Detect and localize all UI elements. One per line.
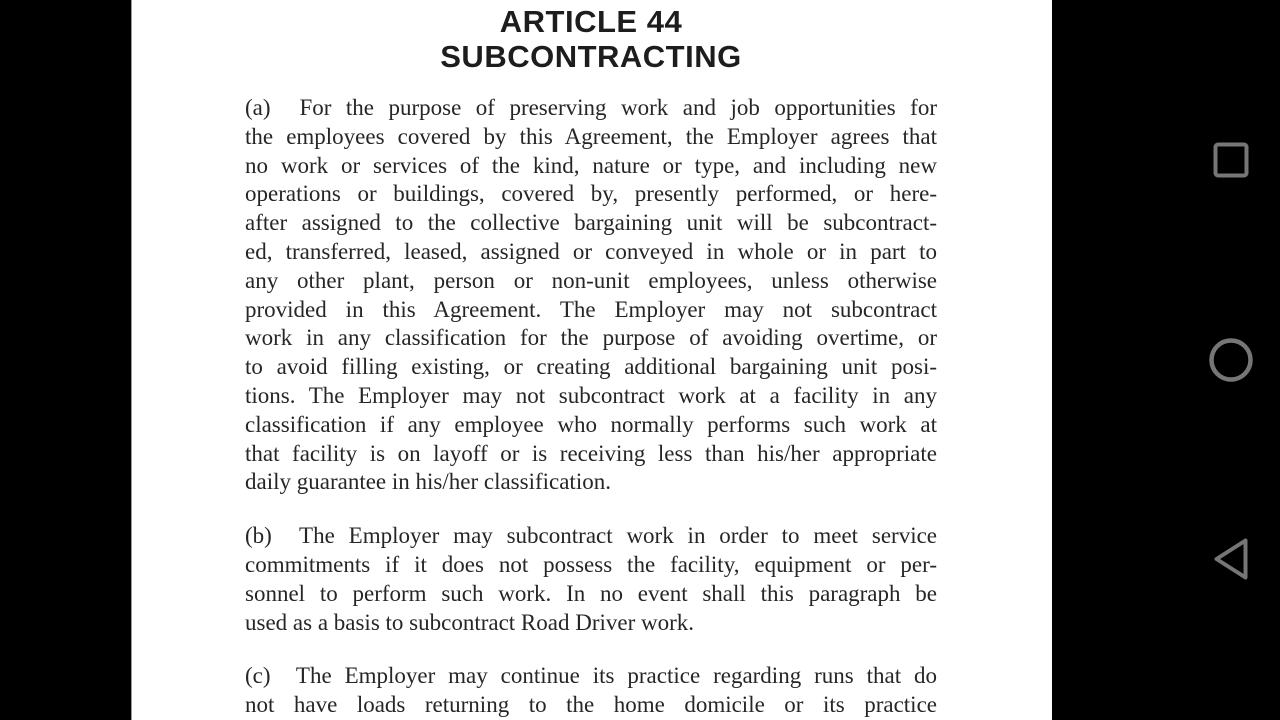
square-outline-icon xyxy=(1212,142,1250,178)
circle-outline-icon xyxy=(1209,338,1253,382)
text-line: work in any classification for the purpose of avoiding overtime, or xyxy=(245,325,937,351)
text-line: any other plant, person or non-unit employees, unless otherwise xyxy=(245,267,937,293)
article-name: SUBCONTRACTING xyxy=(440,39,742,74)
paragraph-a xyxy=(245,94,937,497)
text-line: that facility is on layoff or is receiving less than his/her appropriate xyxy=(245,440,937,466)
triangle-left-outline-icon xyxy=(1212,537,1250,581)
recents-button[interactable] xyxy=(1212,142,1250,178)
text-line: not have loads returning to the home domicile or its practice xyxy=(245,692,937,718)
text-line: after assigned to the collective bargaining unit will be subcontract- xyxy=(245,210,937,236)
paragraph-c xyxy=(245,662,937,720)
document-body xyxy=(245,94,937,720)
text-line: classification if any employee who normally performs such work at xyxy=(245,411,937,437)
text-line: ed, transferred, leased, assigned or conveyed in whole or in part to xyxy=(245,238,937,264)
article-title xyxy=(245,4,937,74)
text-line: sonnel to perform such work. In no event shall this paragraph be xyxy=(245,580,937,606)
text-line: used as a basis to subcontract Road Driver work. xyxy=(245,609,695,635)
paragraph-b xyxy=(245,522,937,637)
home-button[interactable] xyxy=(1209,338,1253,382)
text-line: no work or services of the kind, nature or type, and including new xyxy=(245,152,937,178)
article-number: ARTICLE 44 xyxy=(499,4,683,39)
text-line: commitments if it does not possess the facility, equipment or per- xyxy=(245,551,937,577)
text-line: tions. The Employer may not subcontract work at a facility in any xyxy=(245,382,937,408)
text-line: daily guarantee in his/her classification. xyxy=(245,469,611,495)
text-line: operations or buildings, covered by, presently performed, or here- xyxy=(245,181,937,207)
text-line: (c) The Employer may continue its practice regarding runs that do xyxy=(245,663,937,689)
text-line: (a) For the purpose of preserving work and job opportunities for xyxy=(245,95,937,120)
document-content xyxy=(245,0,937,720)
back-button[interactable] xyxy=(1212,537,1250,581)
text-line: the employees covered by this Agreement, the Employer agrees that xyxy=(245,123,937,149)
text-line: provided in this Agreement. The Employer may not subcontract xyxy=(245,296,937,322)
text-line: (b) The Employer may subcontract work in order to meet service xyxy=(245,523,937,549)
text-line: to avoid filling existing, or creating additional bargaining unit posi- xyxy=(245,354,937,380)
document-page[interactable] xyxy=(131,0,1052,720)
